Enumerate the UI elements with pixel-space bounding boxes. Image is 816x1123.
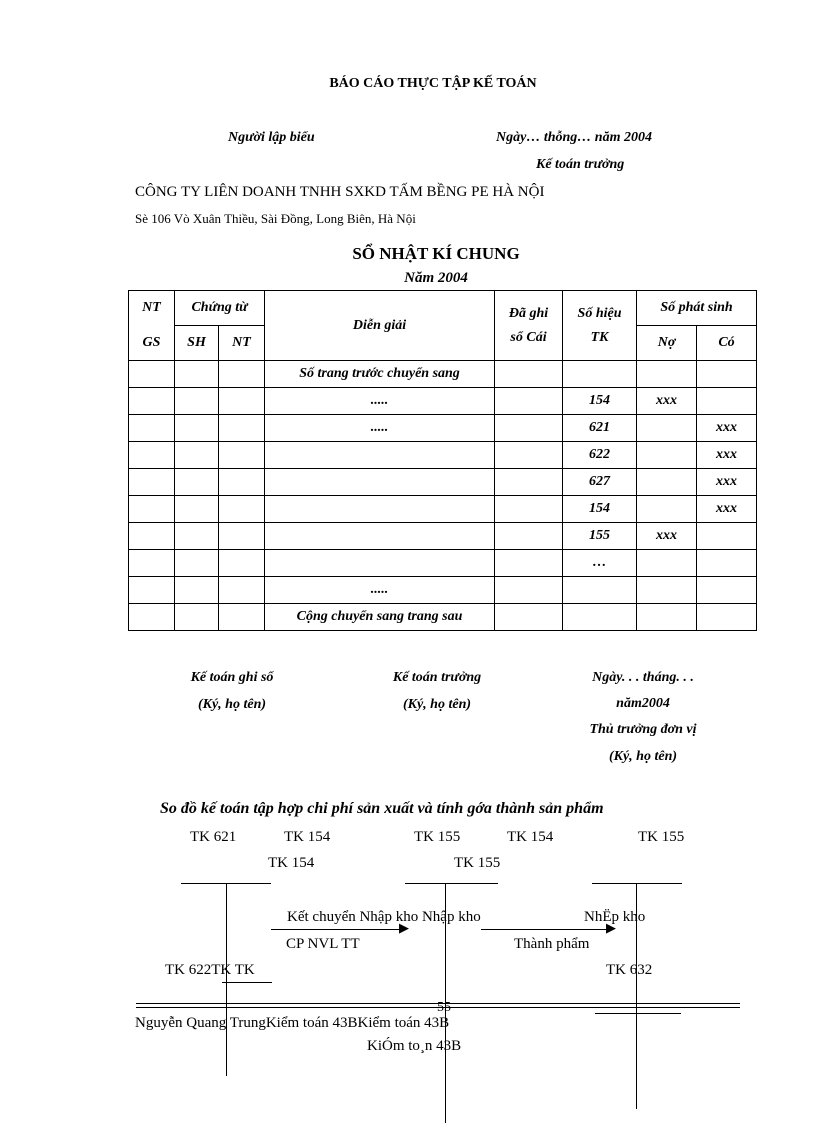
table-cell-debit <box>637 469 697 496</box>
table-cell-nt <box>219 361 265 388</box>
table-cell-credit <box>697 604 757 631</box>
header-no: Nợ <box>637 326 697 361</box>
table-cell-desc <box>265 496 495 523</box>
table-cell-gs <box>129 415 175 442</box>
table-cell-credit: xxx <box>697 496 757 523</box>
table-row <box>129 388 757 415</box>
tk622-label: TK 622TK TK <box>165 962 255 978</box>
table-cell-desc <box>265 442 495 469</box>
table-cell-credit: xxx <box>697 469 757 496</box>
nhap-kho-label: NhËp kho <box>584 909 646 925</box>
table-cell-credit <box>697 550 757 577</box>
arrow-line-1 <box>271 929 406 930</box>
table-cell-sh <box>175 550 219 577</box>
t-account-bar-155b <box>592 883 682 884</box>
table-cell-credit: xxx <box>697 415 757 442</box>
company-name: CÔNG TY LIÊN DOANH TNHH SXKD TẤM BỀNG PE HÀ NỘI <box>135 184 545 200</box>
journal-table <box>128 290 757 631</box>
table-row <box>129 496 757 523</box>
company-address: Sè 106 Vò Xuân Thiều, Sài Đồng, Long Biên, Hà Nội <box>135 211 416 226</box>
table-cell-gs <box>129 523 175 550</box>
table-row <box>129 469 757 496</box>
header-so-hieu <box>563 291 637 361</box>
table-cell-sh <box>175 604 219 631</box>
table-row <box>129 523 757 550</box>
table-cell-credit <box>697 577 757 604</box>
table-cell-sh <box>175 523 219 550</box>
tk154-label-c: TK 154 <box>268 855 315 871</box>
table-cell-posted <box>495 469 563 496</box>
table-cell-nt <box>219 604 265 631</box>
table-cell-gs <box>129 496 175 523</box>
header-nt2: NT <box>219 326 265 361</box>
table-cell-debit <box>637 550 697 577</box>
table-cell-debit <box>637 496 697 523</box>
table-cell-acct: 627 <box>563 469 637 496</box>
table-cell-nt <box>219 415 265 442</box>
date-label: Ngày… thỗng… năm 2004 <box>496 130 652 145</box>
table-cell-credit: xxx <box>697 442 757 469</box>
table-cell-desc: ..... <box>265 415 495 442</box>
arrow-head-1-icon: ▶ <box>399 921 409 936</box>
date-signature-line2: năm2004 <box>616 696 670 711</box>
table-cell-gs <box>129 577 175 604</box>
t-account-stem-621 <box>226 883 227 1076</box>
header-da-ghi <box>495 291 563 361</box>
chief-accountant-label: Kế toán trưởng <box>536 157 625 172</box>
table-cell-posted <box>495 361 563 388</box>
author-second-line: KiÓm to¸n 43B <box>367 1038 462 1054</box>
table-cell-debit <box>637 442 697 469</box>
header-da-ghi-line1: Đã ghi <box>508 305 549 321</box>
report-title: BÁO CÁO THỰC TẬP KẾ TOÁN <box>329 76 537 91</box>
table-cell-nt <box>219 550 265 577</box>
header-so-hieu-line1: Số hiệu <box>577 305 622 321</box>
tk621-label: TK 621 <box>190 829 237 845</box>
table-row <box>129 604 757 631</box>
table-cell-gs <box>129 469 175 496</box>
header-so-phat-sinh: Số phát sinh <box>637 291 757 326</box>
table-cell-credit <box>697 523 757 550</box>
table-cell-nt <box>219 577 265 604</box>
table-cell-nt <box>219 523 265 550</box>
bookkeeper-label: Kế toán ghi sổ <box>190 670 274 685</box>
diagram-title: So đồ kế toán tập hợp chi phí sản xuất và tính gớa thành sản phẩm <box>160 800 604 817</box>
ket-chuyen-label: Kết chuyển Nhập kho Nhập kho <box>287 909 481 925</box>
table-row <box>129 442 757 469</box>
table-cell-sh <box>175 496 219 523</box>
table-cell-acct <box>563 604 637 631</box>
t-account-bar-622 <box>222 982 272 983</box>
table-cell-posted <box>495 604 563 631</box>
table-cell-desc: ..... <box>265 577 495 604</box>
table-cell-nt <box>219 496 265 523</box>
tk154-label-a: TK 154 <box>284 829 331 845</box>
director-label: Thủ trưởng đơn vị <box>589 722 697 737</box>
table-row <box>129 550 757 577</box>
table-cell-nt <box>219 469 265 496</box>
table-cell-posted <box>495 550 563 577</box>
arrow-line-2 <box>481 929 613 930</box>
table-cell-desc <box>265 469 495 496</box>
table-cell-sh <box>175 415 219 442</box>
table-cell-debit <box>637 415 697 442</box>
date-signature-line1: Ngày. . . tháng. . . <box>592 670 694 685</box>
table-cell-acct <box>563 361 637 388</box>
arrow-head-2-icon: ▶ <box>606 921 616 936</box>
table-cell-debit <box>637 604 697 631</box>
t-account-bar-632 <box>595 1013 681 1014</box>
table-cell-acct: 155 <box>563 523 637 550</box>
table-cell-gs <box>129 388 175 415</box>
header-da-ghi-line2: sổ Cái <box>510 329 547 345</box>
tk155-label-a: TK 155 <box>414 829 461 845</box>
table-cell-desc: Cộng chuyển sang trang sau <box>265 604 495 631</box>
director-note: (Ký, họ tên) <box>608 749 678 764</box>
table-cell-gs <box>129 604 175 631</box>
page-number: 55 <box>437 1000 451 1015</box>
table-cell-desc <box>265 550 495 577</box>
table-cell-acct: 622 <box>563 442 637 469</box>
table-cell-nt <box>219 388 265 415</box>
table-cell-gs <box>129 361 175 388</box>
header-dien-giai: Diễn giải <box>265 291 495 361</box>
table-cell-acct: … <box>563 550 637 577</box>
bookkeeper-note: (Ký, họ tên) <box>197 697 267 712</box>
thanh-pham-label: Thành phẩm <box>514 936 590 952</box>
table-cell-sh <box>175 361 219 388</box>
table-cell-desc <box>265 523 495 550</box>
table-cell-desc: Số trang trước chuyển sang <box>265 361 495 388</box>
table-cell-posted <box>495 523 563 550</box>
table-cell-nt <box>219 442 265 469</box>
table-cell-sh <box>175 577 219 604</box>
table-cell-acct: 154 <box>563 496 637 523</box>
table-cell-acct: 621 <box>563 415 637 442</box>
chief-signature-label: Kế toán trưởng <box>392 670 482 685</box>
table-cell-sh <box>175 469 219 496</box>
table-cell-sh <box>175 442 219 469</box>
table-cell-gs <box>129 550 175 577</box>
table-cell-posted <box>495 496 563 523</box>
table-row <box>129 361 757 388</box>
table-row <box>129 415 757 442</box>
header-co: Có <box>697 326 757 361</box>
cp-nvl-label: CP NVL TT <box>286 936 360 952</box>
table-cell-desc: ..... <box>265 388 495 415</box>
table-cell-posted <box>495 442 563 469</box>
table-cell-posted <box>495 577 563 604</box>
header-nt: NT <box>129 291 175 326</box>
table-cell-gs <box>129 442 175 469</box>
tk155-label-b: TK 155 <box>638 829 685 845</box>
table-cell-sh <box>175 388 219 415</box>
table-row <box>129 577 757 604</box>
table-cell-debit <box>637 577 697 604</box>
table-cell-debit <box>637 361 697 388</box>
tk632-label: TK 632 <box>606 962 653 978</box>
tk155-label-c: TK 155 <box>454 855 501 871</box>
book-title: SỔ NHẬT KÍ CHUNG <box>352 244 520 263</box>
table-cell-credit <box>697 361 757 388</box>
author-line: Nguyễn Quang TrungKiểm toán 43BKiểm toán 43B <box>135 1015 450 1031</box>
table-cell-posted <box>495 388 563 415</box>
table-cell-acct: 154 <box>563 388 637 415</box>
table-cell-posted <box>495 415 563 442</box>
header-so-hieu-line2: TK <box>590 329 609 345</box>
header-gs: GS <box>129 326 175 361</box>
t-account-bar-155 <box>405 883 498 884</box>
book-year: Năm 2004 <box>404 270 468 286</box>
preparer-label: Người lập biểu <box>228 130 315 145</box>
table-cell-acct <box>563 577 637 604</box>
table-cell-debit: xxx <box>637 388 697 415</box>
header-sh: SH <box>175 326 219 361</box>
chief-signature-note: (Ký, họ tên) <box>402 697 472 712</box>
header-chung-tu: Chứng từ <box>175 291 265 326</box>
tk154-label-b: TK 154 <box>507 829 554 845</box>
table-cell-debit: xxx <box>637 523 697 550</box>
table-cell-credit <box>697 388 757 415</box>
